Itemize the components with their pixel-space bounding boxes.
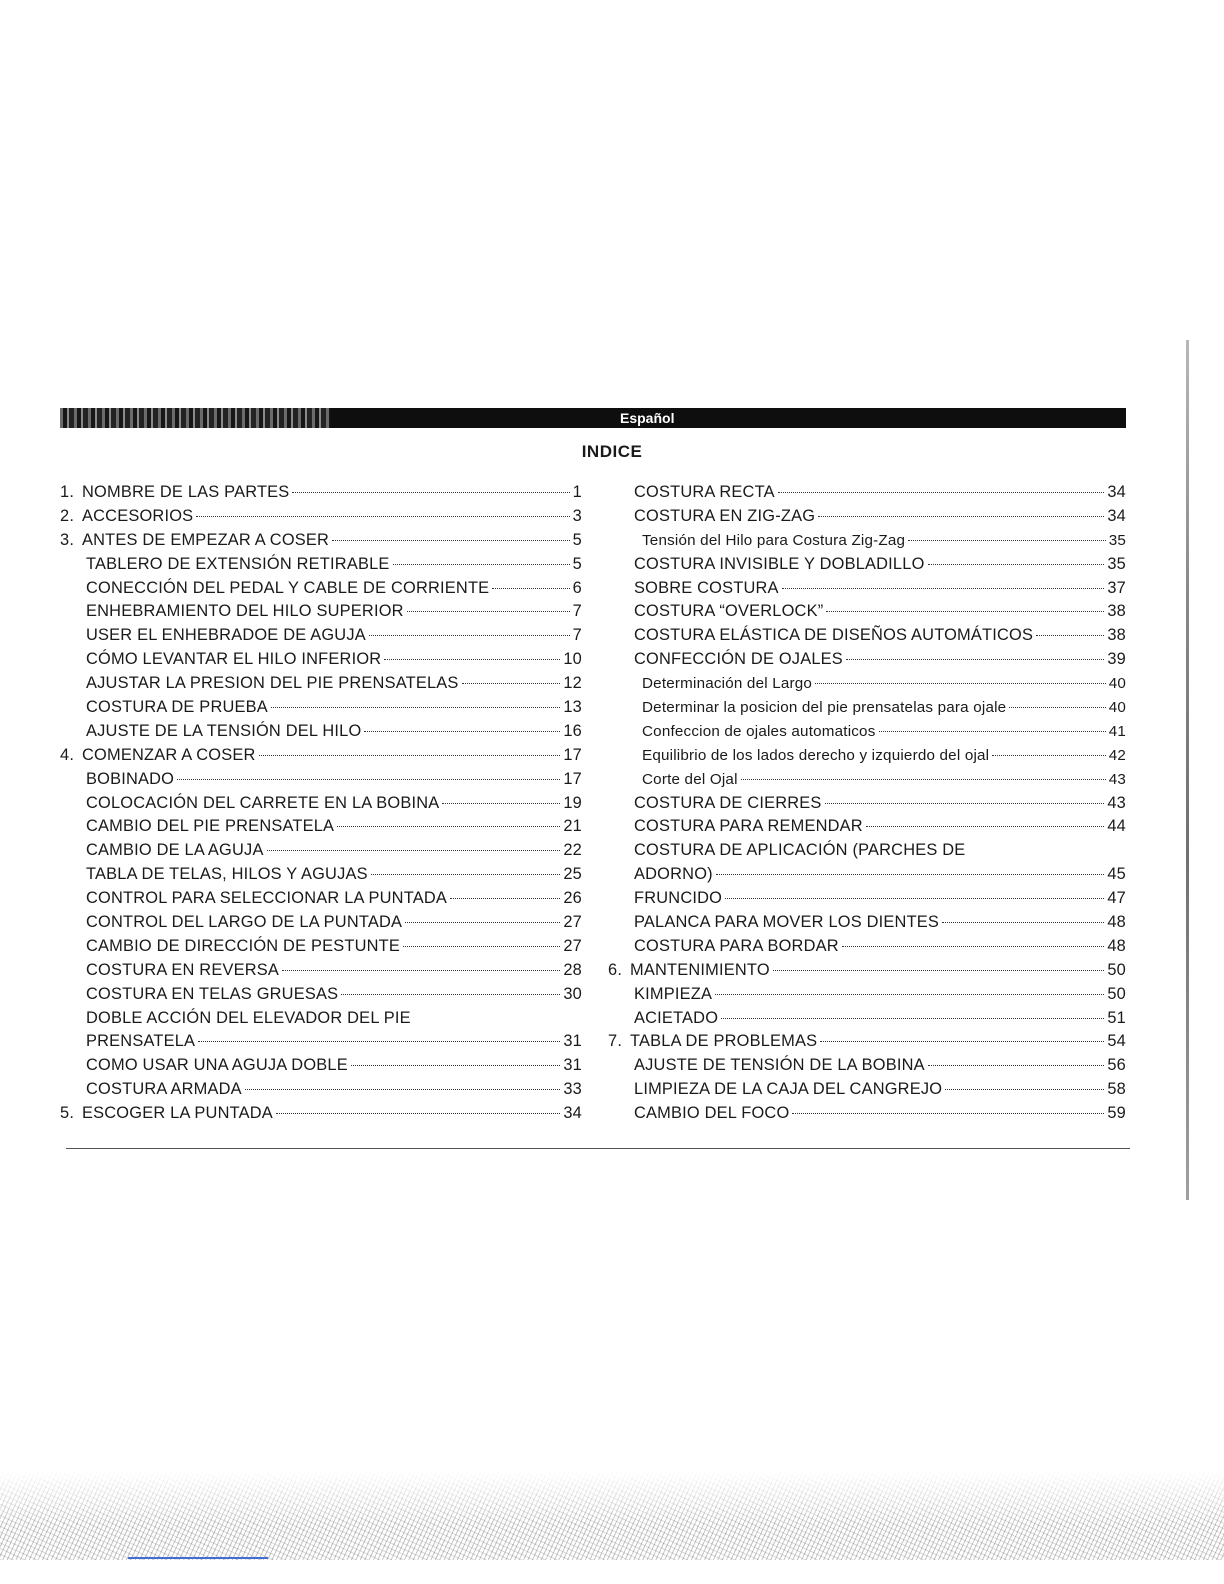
toc-entry [608,529,1126,553]
toc-page-number: 19 [563,793,582,812]
toc-entry-number: 4. [60,745,75,764]
toc-entry [608,1078,1126,1102]
toc-dot-leader [928,1065,1105,1066]
toc-entry [608,744,1126,768]
toc-page-number: 27 [563,936,582,955]
toc-dot-leader [371,874,561,875]
toc-dot-leader [782,588,1105,589]
toc-dot-leader [292,492,569,493]
toc-page-number: 45 [1107,865,1126,884]
toc-entry [608,720,1126,744]
toc-entry [608,935,1126,959]
toc-entry [60,768,582,792]
toc-dot-leader [715,994,1104,995]
toc-entry-label: USER EL ENHEBRADOE DE AGUJA [86,626,366,645]
toc-entry-label: KIMPIEZA [634,984,713,1003]
toc-dot-leader [177,779,560,780]
toc-page-number: 7 [572,602,582,621]
toc-entry-label: COMENZAR A COSER [82,745,256,764]
toc-entry-label: COSTURA EN REVERSA [86,960,280,979]
toc-entry-label: MANTENIMIENTO [630,960,770,979]
toc-page-number: 39 [1107,650,1126,669]
banner-scan-texture [60,408,330,428]
toc-dot-leader [351,1065,561,1066]
toc-page-number: 37 [1107,578,1126,597]
toc-entry-label: COMO USAR UNA AGUJA DOBLE [86,1056,348,1075]
toc-dot-leader [403,946,560,947]
toc-entry-label: AJUSTE DE LA TENSIÓN DEL HILO [86,721,362,740]
toc-page-number: 47 [1107,889,1126,908]
toc-entry-number: 1. [60,483,75,501]
toc-entry-number: 3. [60,530,75,549]
toc-entry-label: Tensión del Hilo para Costura Zig-Zag [642,531,906,549]
toc-entry [608,1007,1126,1031]
toc-dot-leader [866,826,1105,827]
toc-dot-leader [364,731,560,732]
toc-page-number: 40 [1108,675,1126,693]
toc-page-number: 35 [1108,531,1126,549]
toc-entry [608,863,1126,887]
toc-entry-label: COSTURA RECTA [634,483,775,501]
toc-dot-leader [337,826,560,827]
toc-entry [608,672,1126,696]
toc-entry-label: ESCOGER LA PUNTADA [82,1104,273,1123]
toc-dot-leader [825,803,1105,804]
toc-dot-leader [928,564,1105,565]
toc-dot-leader [442,803,560,804]
toc-entry-label: COSTURA INVISIBLE Y DOBLADILLO [634,554,925,573]
toc-dot-leader [267,850,561,851]
toc-dot-leader [245,1089,561,1090]
toc-entry [60,505,582,529]
toc-page-number: 34 [1107,483,1126,501]
page-title: INDICE [581,442,643,461]
toc-entry [60,696,582,720]
toc-entry-label: CONTROL PARA SELECCIONAR LA PUNTADA [86,889,447,908]
toc-entry [60,1054,582,1078]
toc-entry-label: COLOCACIÓN DEL CARRETE EN LA BOBINA [86,793,440,812]
toc-page-number: 43 [1108,770,1126,788]
toc-dot-leader [1036,635,1104,636]
toc-entry [608,1030,1126,1054]
toc-entry [60,553,582,577]
toc-dot-leader [341,994,560,995]
toc-entry [608,887,1126,911]
toc-entry-number: 7. [608,1032,623,1051]
toc-page-number: 38 [1107,602,1126,621]
toc-dot-leader [196,516,569,517]
toc-entry [60,720,582,744]
toc-entry [60,1030,582,1054]
toc-dot-leader [276,1113,560,1114]
toc-entry-label: COSTURA PARA BORDAR [634,936,839,955]
toc-page-number: 33 [563,1080,582,1099]
toc-entry-label: BOBINADO [86,769,175,788]
toc-dot-leader [721,1018,1104,1019]
toc-dot-leader [369,635,570,636]
toc-page-number: 17 [563,745,582,764]
toc-entry [60,983,582,1007]
toc-dot-leader [725,898,1104,899]
toc-dot-leader [908,540,1106,541]
toc-entry-label: CONECCIÓN DEL PEDAL Y CABLE DE CORRIENTE [86,578,490,597]
toc-page-number: 12 [563,674,582,693]
toc-entry-label: Determinación del Largo [642,675,813,693]
toc-entry-label: COSTURA ELÁSTICA DE DISEÑOS AUTOMÁTICOS [634,626,1034,645]
toc-entry-label: Determinar la posicion del pie prensatelas para ojale [642,699,1007,717]
toc-entry [608,577,1126,601]
toc-page-number: 31 [563,1032,582,1051]
toc-entry-label: FRUNCIDO [634,889,723,908]
toc-page-number: 21 [563,817,582,836]
toc-entry [608,648,1126,672]
toc-page-number: 34 [563,1104,582,1123]
toc-page-number: 30 [563,984,582,1003]
toc-dot-leader [945,1089,1104,1090]
toc-page-number: 50 [1107,984,1126,1003]
toc-entry [60,863,582,887]
toc-entry-label: CAMBIO DEL PIE PRENSATELA [86,817,335,836]
toc-entry-label: TABLA DE TELAS, HILOS Y AGUJAS [86,865,368,884]
toc-entry-label: CAMBIO DE DIRECCIÓN DE PESTUNTE [86,936,401,955]
toc-dot-leader [792,1113,1104,1114]
toc-page-number: 7 [572,626,582,645]
toc-entry [60,839,582,863]
toc-entry [608,1102,1126,1126]
toc-page-number: 48 [1107,913,1126,932]
toc-entry [608,624,1126,648]
toc-page-number: 43 [1107,793,1126,812]
toc-page-number: 59 [1107,1104,1126,1123]
toc-entry-label: NOMBRE DE LAS PARTES [82,483,290,501]
toc-entry-number: 6. [608,960,623,979]
toc-entry-label: TABLA DE PROBLEMAS [630,1032,818,1051]
toc-entry-label: PALANCA PARA MOVER LOS DIENTES [634,913,940,932]
toc-page-number: 5 [572,554,582,573]
toc-entry-label: TABLERO DE EXTENSIÓN RETIRABLE [86,554,390,573]
toc-entry-number: 5. [60,1104,75,1123]
toc-entry [60,792,582,816]
toc-dot-leader [992,755,1105,756]
toc-entry [60,744,582,768]
toc-entry [60,624,582,648]
toc-entry [60,1078,582,1102]
blue-underline-mark [128,1557,268,1559]
toc-entry [608,600,1126,624]
toc-entry [608,983,1126,1007]
toc-entry [608,815,1126,839]
toc-entry-label: ANTES DE EMPEZAR A COSER [82,530,330,549]
toc-entry-label: COSTURA EN ZIG-ZAG [634,506,816,525]
toc-entry [60,481,582,505]
toc-entry-label: DOBLE ACCIÓN DEL ELEVADOR DEL PIE [86,1008,411,1027]
toc-entry-label: AJUSTE DE TENSIÓN DE LA BOBINA [634,1056,925,1075]
toc-entry [608,768,1126,792]
toc-entry [60,529,582,553]
toc-entry-label: CÓMO LEVANTAR EL HILO INFERIOR [86,650,382,669]
toc-dot-leader [879,731,1106,732]
toc-page-number: 25 [563,865,582,884]
toc-entry [60,959,582,983]
toc-page-number: 34 [1107,506,1126,525]
language-label: Español [620,410,675,426]
toc-entry [60,815,582,839]
toc-entry [608,481,1126,505]
toc-dot-leader [407,611,570,612]
language-banner [60,408,1126,428]
toc-dot-leader [271,707,560,708]
toc-dot-leader [282,970,560,971]
toc-right-column [608,481,1126,1126]
toc-entry-label: COSTURA PARA REMENDAR [634,817,863,836]
toc-page-number: 6 [572,578,582,597]
toc-entry-label: AJUSTAR LA PRESION DEL PIE PRENSATELAS [86,674,459,693]
toc-page-number: 35 [1107,554,1126,573]
toc-entry-label: PRENSATELA [86,1032,196,1051]
toc-dot-leader [842,946,1105,947]
toc-entry [60,648,582,672]
toc-dot-leader [259,755,561,756]
toc-entry [608,553,1126,577]
toc-page-number: 58 [1107,1080,1126,1099]
toc-entry-label: ACIETADO [634,1008,719,1027]
toc-dot-leader [492,588,569,589]
toc-page-number: 22 [563,841,582,860]
toc-entry-label: COSTURA ARMADA [86,1080,242,1099]
toc-entry [60,887,582,911]
toc-page-number: 26 [563,889,582,908]
toc-entry-label: ACCESORIOS [82,506,194,525]
toc-entry [608,911,1126,935]
toc-entry-label: COSTURA EN TELAS GRUESAS [86,984,339,1003]
toc-dot-leader [846,659,1104,660]
toc-page-number: 50 [1107,960,1126,979]
bottom-divider [66,1148,1130,1149]
toc-page-number: 31 [563,1056,582,1075]
toc-dot-leader [942,922,1104,923]
toc-entry [60,1007,582,1031]
toc-entry-label: ADORNO) [634,865,713,884]
toc-entry [60,911,582,935]
toc-dot-leader [405,922,560,923]
toc-dot-leader [450,898,560,899]
toc-entry-label: SOBRE COSTURA [634,578,779,597]
toc-entry-label: CONTROL DEL LARGO DE LA PUNTADA [86,913,403,932]
toc-entry [608,1054,1126,1078]
toc-dot-leader [773,970,1105,971]
toc-page-number: 40 [1108,699,1126,717]
toc-entry-label: COSTURA DE CIERRES [634,793,822,812]
toc-entry [60,1102,582,1126]
toc-entry [608,959,1126,983]
toc-page-number: 42 [1108,746,1126,764]
toc-page-number: 56 [1107,1056,1126,1075]
toc-page-number: 41 [1108,722,1126,740]
toc-page-number: 44 [1107,817,1126,836]
toc-dot-leader [1009,707,1105,708]
toc-dot-leader [716,874,1105,875]
toc-dot-leader [818,516,1104,517]
toc-page-number: 5 [572,530,582,549]
toc-entry-label: Confeccion de ojales automaticos [642,722,876,740]
toc-entry-label: LIMPIEZA DE LA CAJA DEL CANGREJO [634,1080,943,1099]
toc-dot-leader [198,1041,560,1042]
toc-entry [60,672,582,696]
toc-left-column [60,481,582,1126]
toc-entry-label: CAMBIO DE LA AGUJA [86,841,264,860]
toc-page-number: 1 [572,483,582,501]
toc-entry-label: Corte del Ojal [642,770,738,788]
toc-page-number: 38 [1107,626,1126,645]
toc-dot-leader [332,540,570,541]
toc-page-number: 17 [563,769,582,788]
toc-page-number: 27 [563,913,582,932]
toc-dot-leader [815,683,1106,684]
toc-dot-leader [778,492,1105,493]
toc-dot-leader [826,611,1104,612]
toc-entry [608,696,1126,720]
toc-entry-number: 2. [60,506,75,525]
toc-entry-label: Equilibrio de los lados derecho y izquierdo del ojal [642,746,990,764]
toc-page-number: 28 [563,960,582,979]
toc-entry [60,935,582,959]
scan-noise-bottom [0,1470,1224,1560]
toc-entry [608,839,1126,863]
toc-page-number: 10 [563,650,582,669]
toc-dot-leader [462,683,561,684]
toc-entry-label: CAMBIO DEL FOCO [634,1104,790,1123]
toc-entry-label: CONFECCIÓN DE OJALES [634,650,843,669]
toc-page-number: 3 [572,506,582,525]
toc-page-number: 54 [1107,1032,1126,1051]
toc-dot-leader [393,564,570,565]
page-edge-shadow [1186,340,1189,1200]
toc-entry [60,600,582,624]
toc-entry-label: COSTURA DE APLICACIÓN (PARCHES DE [634,841,966,860]
toc-entry-label: COSTURA DE PRUEBA [86,698,268,717]
toc-page-number: 16 [563,721,582,740]
toc-entry [608,792,1126,816]
toc-entry [60,577,582,601]
toc-entry-label: ENHEBRAMIENTO DEL HILO SUPERIOR [86,602,404,621]
toc-entry-label: COSTURA “OVERLOCK” [634,602,824,621]
toc-page-number: 13 [563,698,582,717]
toc-page-number: 48 [1107,936,1126,955]
toc-dot-leader [384,659,560,660]
toc-dot-leader [741,779,1106,780]
toc-page-number: 51 [1107,1008,1126,1027]
toc-dot-leader [820,1041,1104,1042]
toc-entry [608,505,1126,529]
